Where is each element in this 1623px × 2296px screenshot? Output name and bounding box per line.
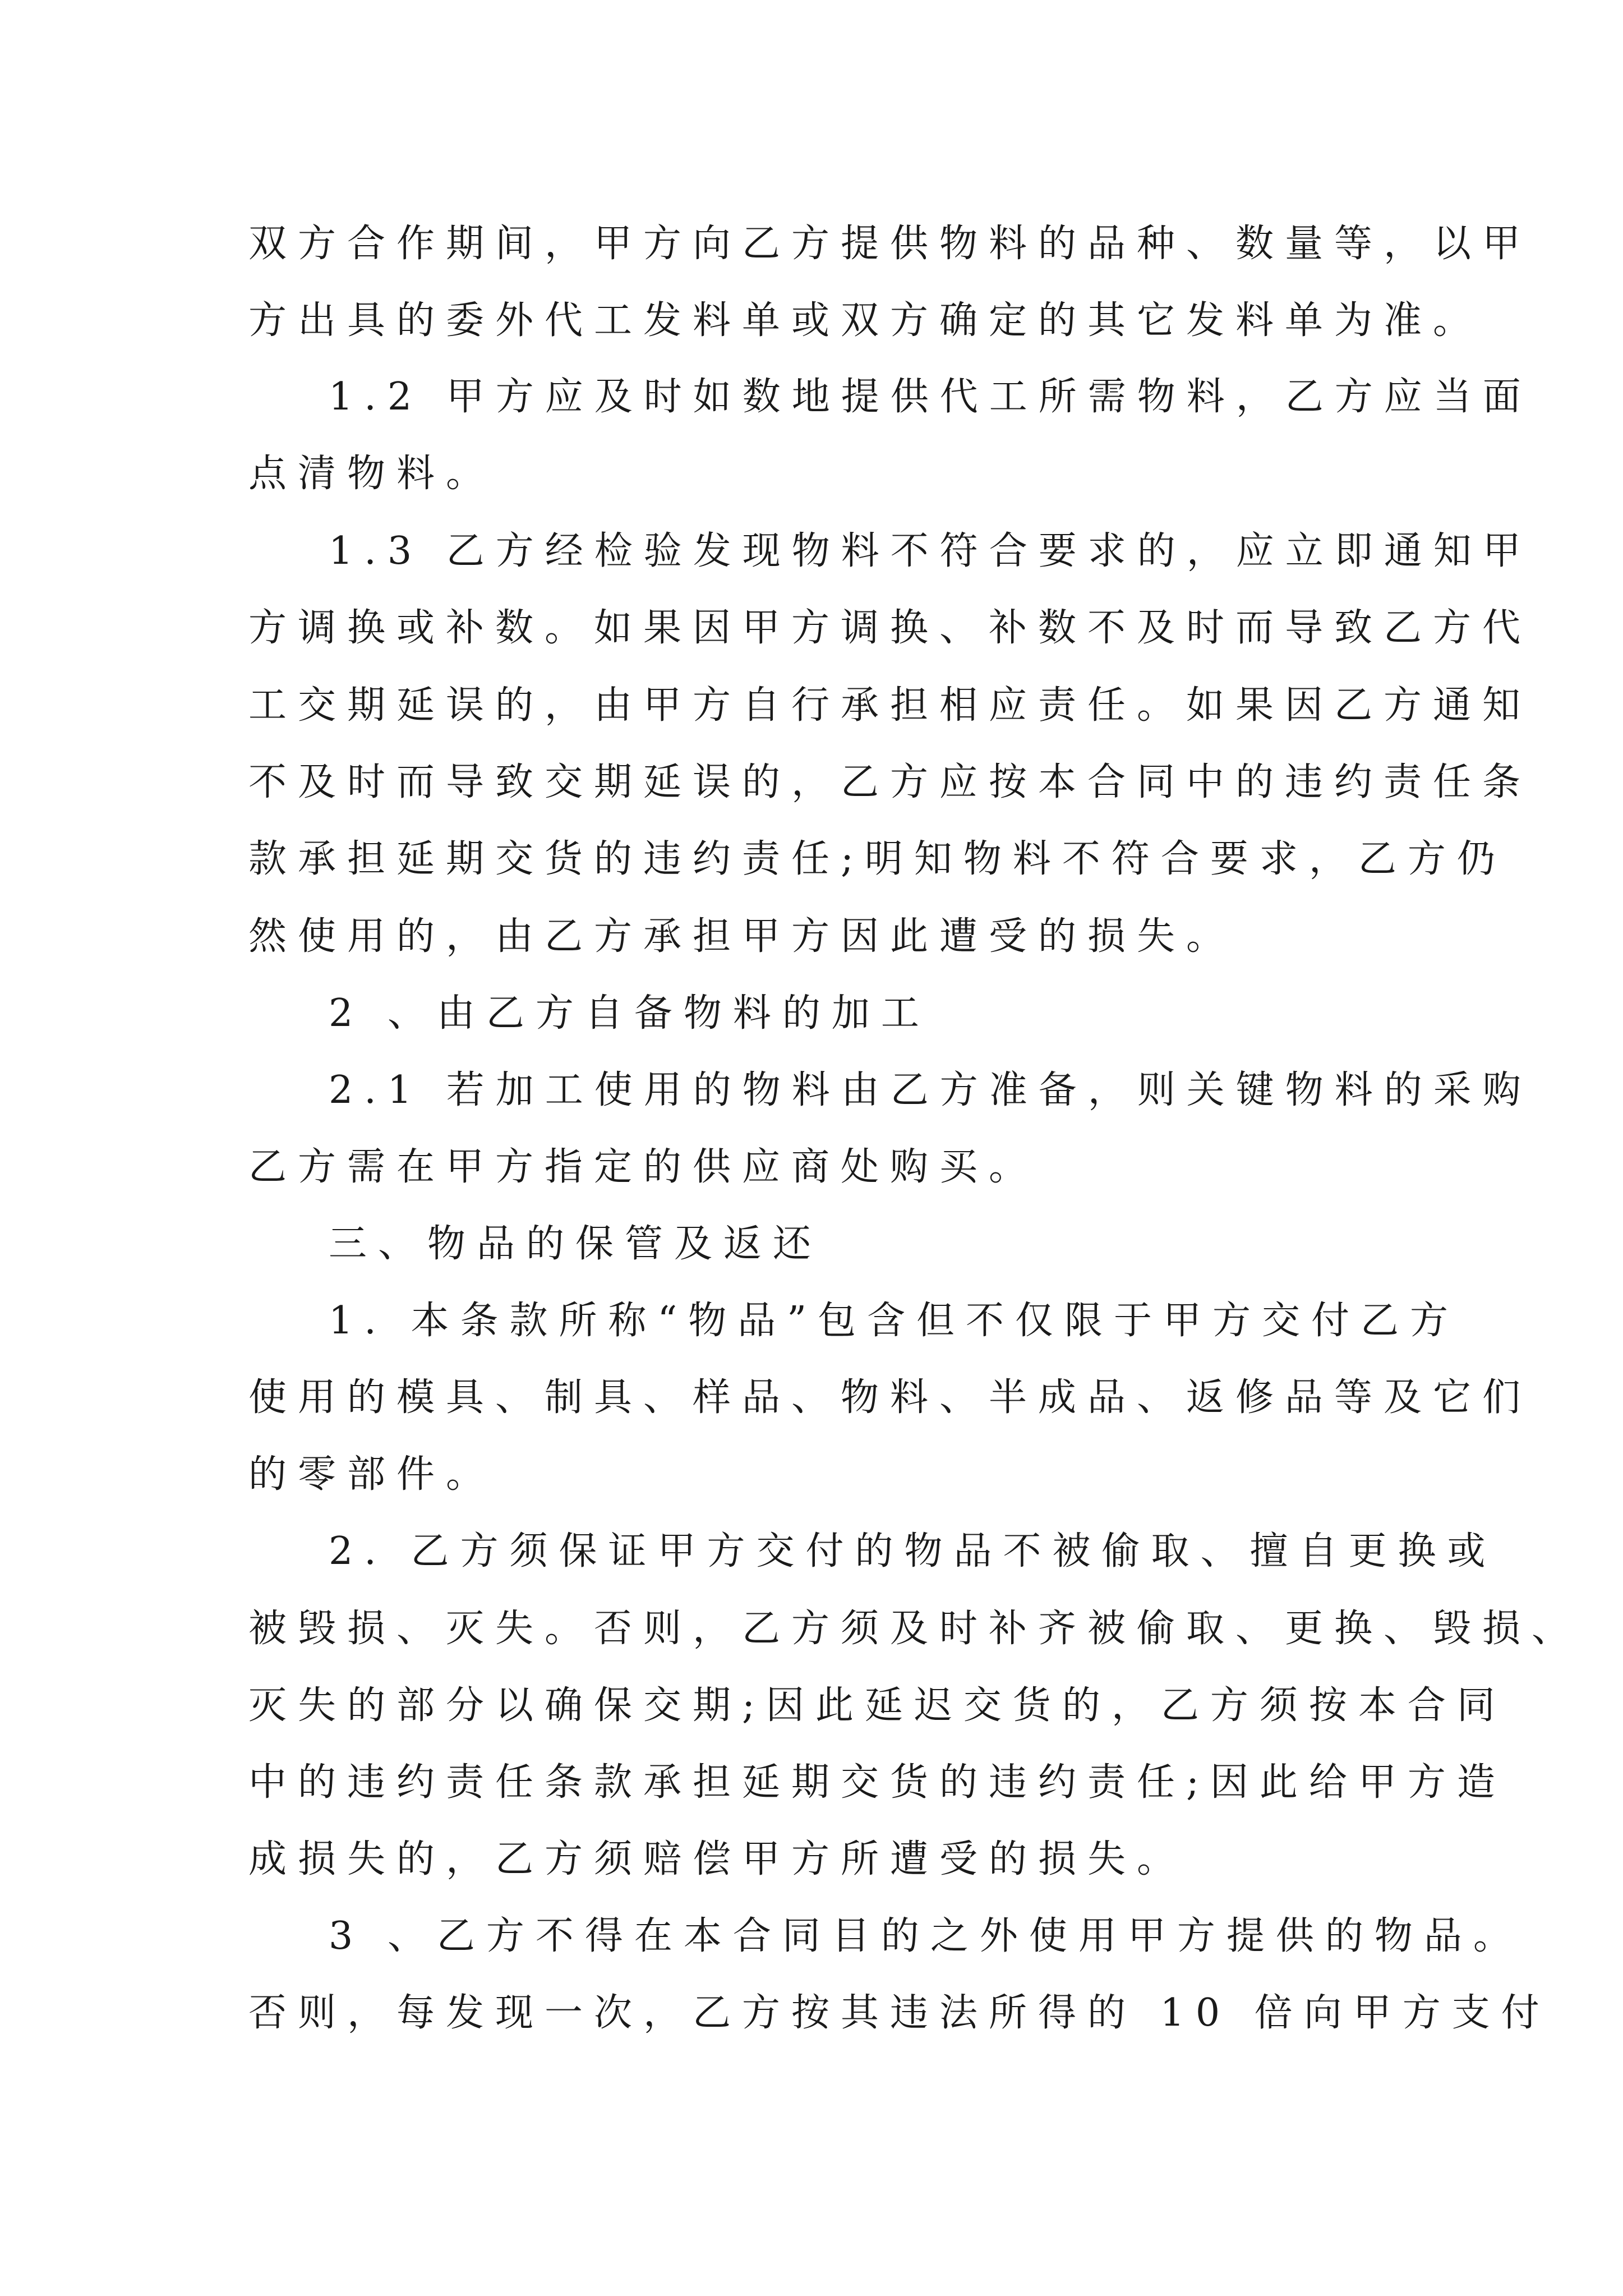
text-line: 1.2 甲方应及时如数地提供代工所需物料，乙方应当面 [329,375,1532,419]
text-line: 1. 本条款所称“物品”包含但不仅限于甲方交付乙方 [329,1299,1460,1343]
text-line: 2. 乙方须保证甲方交付的物品不被偷取、擅自更换或 [329,1529,1497,1573]
text-line: 2.1 若加工使用的物料由乙方准备，则关键物料的采购 [329,1068,1532,1112]
text-line: 被毁损、灭失。否则，乙方须及时补齐被偷取、更换、毁损、 [248,1607,1581,1651]
text-line: 工交期延误的，由甲方自行承担相应责任。如果因乙方通知 [248,683,1532,728]
text-line: 否则，每发现一次，乙方按其违法所得的 10 倍向甲方支付 [248,1991,1551,2035]
text-line: 双方合作期间，甲方向乙方提供物料的品种、数量等，以甲 [248,222,1532,266]
text-line: 中的违约责任条款承担延期交货的违约责任;因此给甲方造 [248,1760,1506,1805]
text-line: 方调换或补数。如果因甲方调换、补数不及时而导致乙方代 [248,606,1532,650]
section-heading: 三、物品的保管及返还 [329,1222,823,1266]
text-line: 使用的模具、制具、样品、物料、半成品、返修品等及它们 [248,1375,1532,1420]
text-line: 点清物料。 [248,452,496,496]
text-line: 的零部件。 [248,1452,496,1497]
text-line: 灭失的部分以确保交期;因此延迟交货的，乙方须按本合同 [248,1683,1506,1728]
text-line: 2 、由乙方自备物料的加工 [329,991,930,1036]
text-line: 1.3 乙方经检验发现物料不符合要求的，应立即通知甲 [329,529,1532,573]
text-line: 乙方需在甲方指定的供应商处购买。 [248,1145,1039,1189]
text-line: 不及时而导致交期延误的，乙方应按本合同中的违约责任条 [248,760,1532,804]
text-line: 成损失的，乙方须赔偿甲方所遭受的损失。 [248,1837,1187,1881]
text-line: 3 、乙方不得在本合同目的之外使用甲方提供的物品。 [329,1914,1523,1958]
text-line: 款承担延期交货的违约责任;明知物料不符合要求，乙方仍 [248,837,1506,881]
text-line: 然使用的，由乙方承担甲方因此遭受的损失。 [248,914,1236,959]
text-line: 方出具的委外代工发料单或双方确定的其它发料单为准。 [248,298,1483,343]
